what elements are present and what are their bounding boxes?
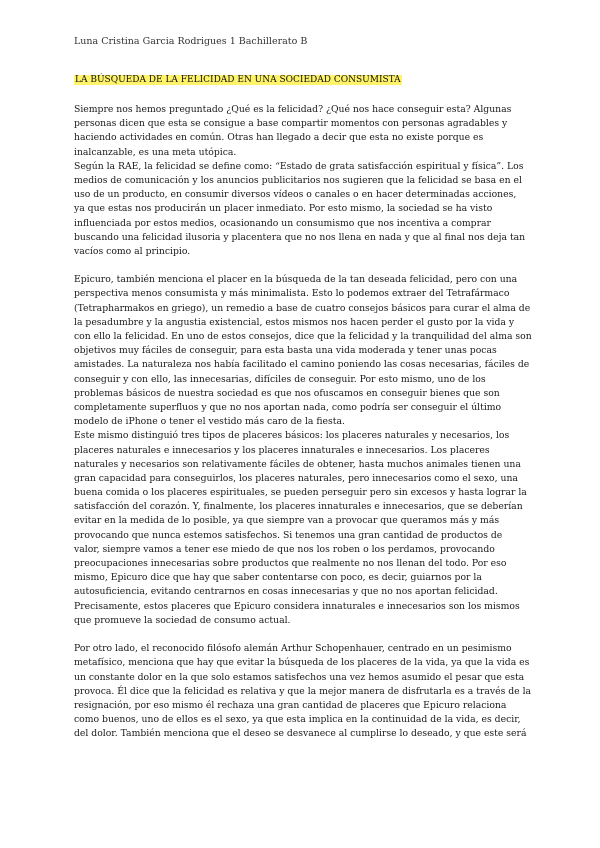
text-line: mismo, Epicuro dice que hay que saber contentarse con poco, es decir, guiarnos por la [74,572,482,584]
paragraph [74,103,526,259]
text-line: Este mismo distinguió tres tipos de placeres básicos: los placeres naturales y necesarios, los [74,430,510,442]
text-line: placeres naturales e innecesarios y los placeres innaturales e innecesarios. Los placeres [74,444,490,456]
document-title: LA BÚSQUEDA DE LA FELICIDAD EN UNA SOCIEDAD CONSUMISTA [75,75,401,85]
text-line: Según la RAE, la felicidad se define como: “Estado de grata satisfacción espiritual y física”. Los [74,160,524,172]
text-line: provoca. Él dice que la felicidad es relativa y que la mejor manera de disfrutarla es a través de la [74,685,532,697]
paragraph-gap [74,628,526,642]
text-line: influenciada por estos medios, ocasionando un consumismo que nos incentiva a comprar [74,217,491,229]
text-line: que promueve la sociedad de consumo actual. [74,614,291,626]
text-line: gran capacidad para conseguirlos, los placeres naturales, pero innecesarios como el sexo, una [74,472,518,484]
document-header: Luna Cristina Garcia Rodrigues 1 Bachillerato B [74,36,308,47]
text-line: satisfacción del corazón. Y, finalmente, los placeres innaturales e innecesarios, que se deberían [74,501,523,513]
text-line: naturales y necesarios son relativamente fáciles de obtener, hasta muchos animales tienen una [74,458,521,470]
text-line: problemas básicos de nuestra sociedad es que nos ofuscamos en conseguir bienes que son [74,387,500,399]
text-line: medios de comunicación y los anuncios publicitarios nos sugieren que la felicidad se basa en el [74,174,522,186]
paragraph [74,273,532,628]
text-line: buena comida o los placeres espirituales, se pueden perseguir pero sin excesos y hasta lograr la [74,487,527,499]
text-line: conseguir y con ello, las innecesarias, difíciles de conseguir. Por esto mismo, uno de los [74,373,486,385]
text-line: vacíos como al principio. [74,245,191,257]
document-body [74,103,532,741]
text-line: preocupaciones innecesarias sobre productos que realmente no nos llenan del todo. Por eso [74,558,507,569]
text-line: autosuficiencia, evitando centrarnos en cosas innecesarias y que no nos aportan felicidad. [74,586,498,598]
text-line: modelo de iPhone o tener el vestido más caro de la fiesta. [74,416,345,428]
text-line: del dolor. También menciona que el deseo se desvanece al cumplirse lo deseado, y que este será [74,728,527,740]
text-line: Epicuro, también menciona el placer en la búsqueda de la tan deseada felicidad, pero con una [74,274,518,286]
text-line: metafísico, menciona que hay que evitar la búsqueda de los placeres de la vida, ya que la vida es [74,657,530,669]
text-line: evitar en la medida de lo posible, ya que siempre van a provocar que queramos más y más [74,515,500,527]
text-line: uso de un producto, en consumir diversos vídeos o canales o en hacer determinadas acciones, [74,189,517,201]
text-line: haciendo actividades en común. Otras han llegado a decir que esta no existe porque es [74,132,484,144]
text-line: Por otro lado, el reconocido filósofo alemán Arthur Schopenhauer, centrado en un pesimismo [74,643,512,655]
text-line: resignación, por eso mismo él rechaza una gran cantidad de placeres que Epicuro relaciona [74,699,507,711]
text-line: la pesadumbre y la angustia existencial, estos mismos nos hacen perder el gusto por la vida y [74,316,515,328]
text-line: buscando una felicidad ilusoria y placentera que no nos llena en nada y que al final nos deja tan [74,231,526,243]
text-line: objetivos muy fáciles de conseguir, para esta basta una vida moderada y tener unas pocas [74,345,497,357]
text-line: ya que estas nos producirán un placer inmediato. Por esto mismo, la sociedad se ha visto [74,203,493,215]
text-line: provocando que nunca estemos satisfechos. Si tenemos una gran cantidad de productos de [74,529,503,541]
text-line: valor, siempre vamos a tener ese miedo de que nos los roben o los perdamos, provocando [74,543,495,555]
text-line: Siempre nos hemos preguntado ¿Qué es la felicidad? ¿Qué nos hace conseguir esta? Algunas [74,104,512,115]
paragraph [74,642,532,741]
text-line: amistades. La naturaleza nos había facilitado el camino poniendo las cosas necesarias, fáciles de [74,359,530,371]
text-line: perspectiva menos consumista y más minimalista. Esto lo podemos extraer del Tetrafármaco [74,288,510,300]
text-line: un constante dolor en la que solo estamos satisfechos una vez hemos asumido el pesar que esta [74,671,525,683]
text-line: personas dicen que esta se consigue a base compartir momentos con personas agradables y [74,118,508,130]
text-line: inalcanzable, es una meta utópica. [74,146,237,158]
paragraph-gap [74,259,526,273]
text-line: con ello la felicidad. En uno de estos consejos, dice que la felicidad y la tranquilidad del alma son [74,331,532,342]
text-line: Precisamente, estos placeres que Epicuro considera innaturales e innecesarios son los mismos [74,600,520,612]
text-line: como buenos, uno de ellos es el sexo, ya que esta implica en la continuidad de la vida, es decir, [74,714,521,726]
text-line: completamente superfluos y que no nos aportan nada, como podría ser conseguir el último [74,401,502,413]
text-line: (Tetrapharmakos en griego), un remedio a base de cuatro consejos básicos para curar el alma de [74,302,531,314]
